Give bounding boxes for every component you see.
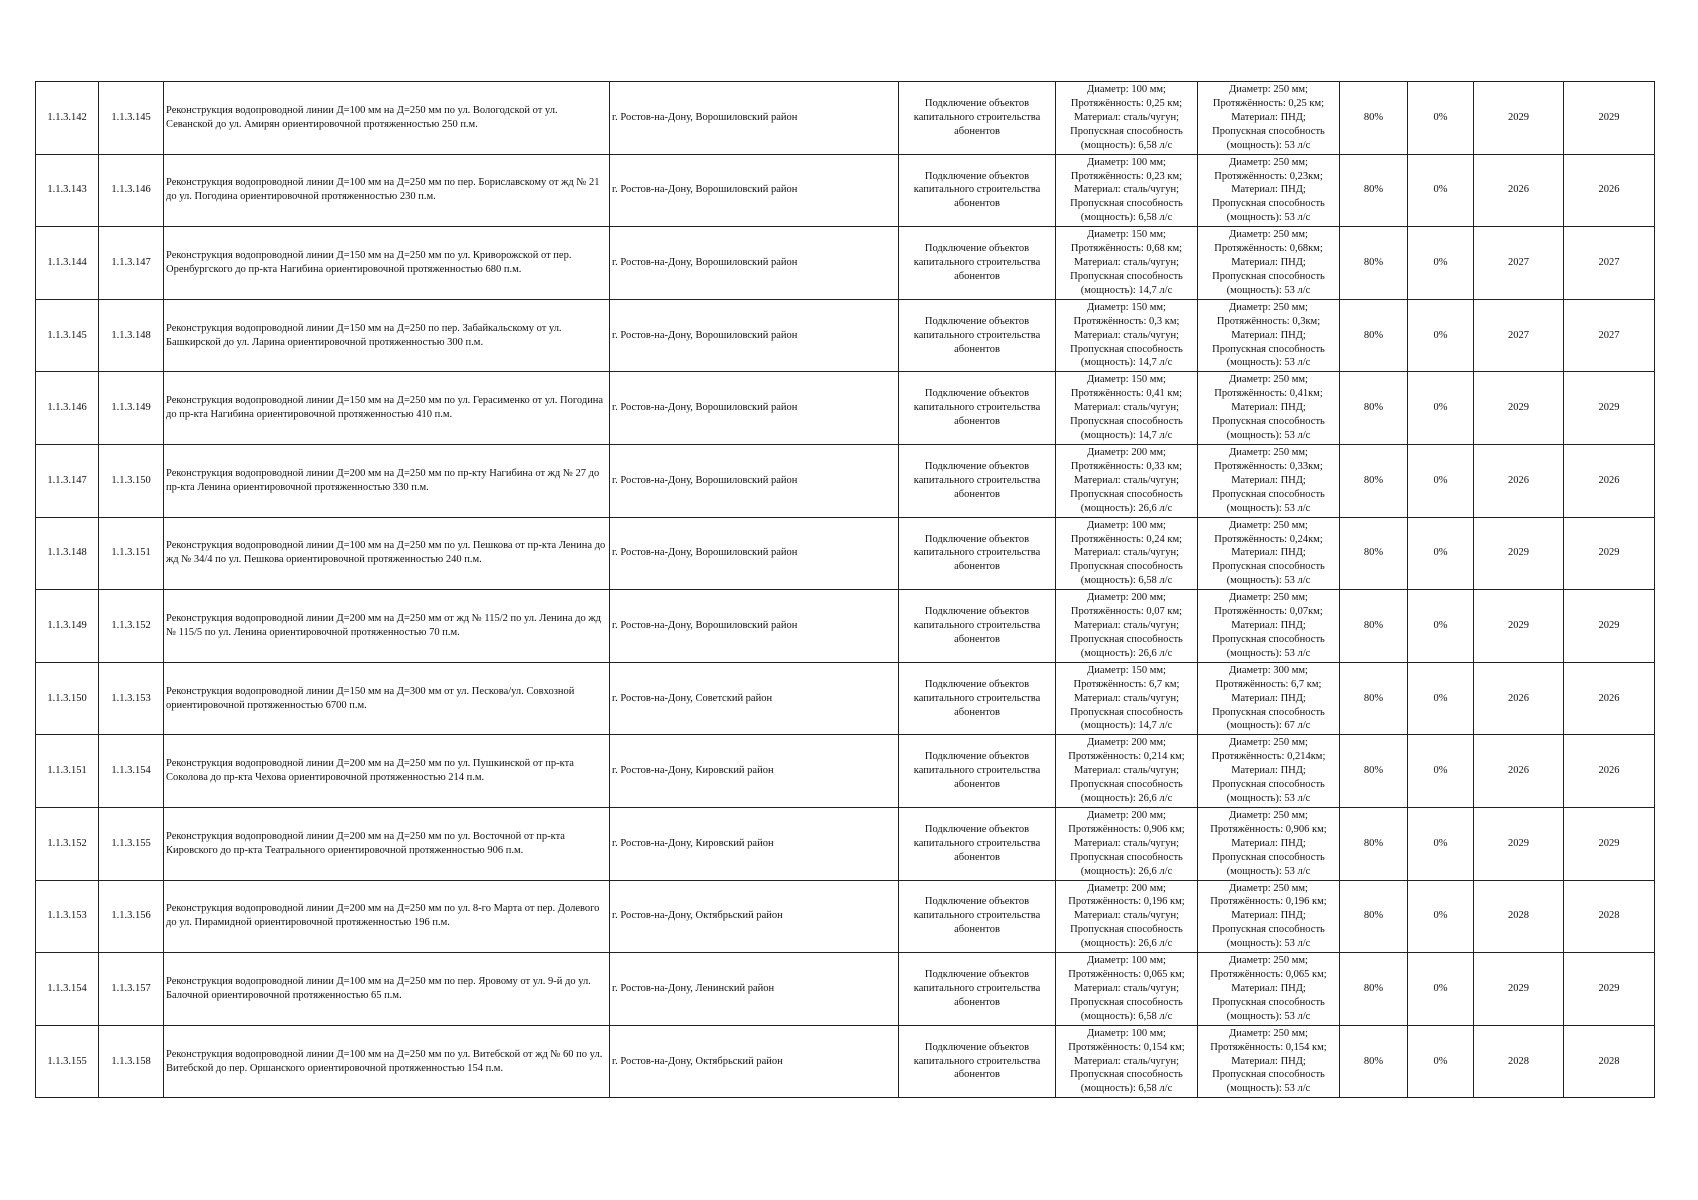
item-code-cell: 1.1.3.153 (99, 662, 164, 735)
year-start-cell: 2028 (1474, 880, 1564, 953)
project-purpose-cell: Подключение объектов капитального строительства абонентов (899, 807, 1056, 880)
spec-after-cell: Диаметр: 250 мм; Протяжённость: 0,41км; Материал: ПНД; Пропускная способность (мощность): 53 л/с (1198, 372, 1340, 445)
year-start-cell: 2029 (1474, 807, 1564, 880)
table-row (36, 735, 1655, 808)
project-description-cell: Реконструкция водопроводной линии Д=100 мм на Д=250 мм по пер. Яровому от ул. 9-й до ул. Балочной ориентировочной протяженностью 65 п.м. (164, 953, 610, 1026)
percent-progress-cell: 0% (1408, 807, 1474, 880)
project-location-cell: г. Ростов-на-Дону, Октябрьский район (610, 1025, 899, 1098)
project-description-cell: Реконструкция водопроводной линии Д=150 мм на Д=300 мм от ул. Пескова/ул. Совхозной ориентировочной протяженностью 6700 п.м. (164, 662, 610, 735)
table-row (36, 590, 1655, 663)
project-description-cell: Реконструкция водопроводной линии Д=200 мм на Д=250 мм по ул. 8-го Марта от пер. Долевого до ул. Пирамидной ориентировочной протяженностью 196 п.м. (164, 880, 610, 953)
spec-after-cell: Диаметр: 300 мм; Протяжённость: 6,7 км; Материал: ПНД; Пропускная способность (мощность): 67 л/с (1198, 662, 1340, 735)
spec-after-cell: Диаметр: 250 мм; Протяжённость: 0,33км; Материал: ПНД; Пропускная способность (мощность): 53 л/с (1198, 444, 1340, 517)
table-row (36, 227, 1655, 300)
percent-progress-cell: 0% (1408, 154, 1474, 227)
spec-after-cell: Диаметр: 250 мм; Протяжённость: 0,906 км; Материал: ПНД; Пропускная способность (мощность): 53 л/с (1198, 807, 1340, 880)
project-purpose-cell: Подключение объектов капитального строительства абонентов (899, 735, 1056, 808)
percent-wear-cell: 80% (1340, 154, 1408, 227)
table-row (36, 953, 1655, 1026)
percent-progress-cell: 0% (1408, 880, 1474, 953)
spec-after-cell: Диаметр: 250 мм; Протяжённость: 0,25 км; Материал: ПНД; Пропускная способность (мощность): 53 л/с (1198, 82, 1340, 155)
project-location-cell: г. Ростов-на-Дону, Ворошиловский район (610, 227, 899, 300)
project-location-cell: г. Ростов-на-Дону, Кировский район (610, 807, 899, 880)
table-row (36, 444, 1655, 517)
item-number-cell: 1.1.3.153 (36, 880, 99, 953)
project-description-cell: Реконструкция водопроводной линии Д=200 мм на Д=250 мм по ул. Восточной от пр-кта Кировского до пр-кта Театрального ориентировочной протяженностью 906 п.м. (164, 807, 610, 880)
year-start-cell: 2026 (1474, 444, 1564, 517)
year-end-cell: 2029 (1564, 517, 1655, 590)
project-location-cell: г. Ростов-на-Дону, Ворошиловский район (610, 372, 899, 445)
item-code-cell: 1.1.3.158 (99, 1025, 164, 1098)
table-row (36, 807, 1655, 880)
spec-before-cell: Диаметр: 150 мм; Протяжённость: 0,41 км; Материал: сталь/чугун; Пропускная способность (мощность): 14,7 л/с (1056, 372, 1198, 445)
percent-progress-cell: 0% (1408, 953, 1474, 1026)
percent-progress-cell: 0% (1408, 372, 1474, 445)
item-code-cell: 1.1.3.146 (99, 154, 164, 227)
item-code-cell: 1.1.3.155 (99, 807, 164, 880)
percent-wear-cell: 80% (1340, 807, 1408, 880)
spec-before-cell: Диаметр: 100 мм; Протяжённость: 0,154 км; Материал: сталь/чугун; Пропускная способность (мощность): 6,58 л/с (1056, 1025, 1198, 1098)
year-start-cell: 2029 (1474, 590, 1564, 663)
year-end-cell: 2029 (1564, 807, 1655, 880)
percent-progress-cell: 0% (1408, 517, 1474, 590)
percent-progress-cell: 0% (1408, 735, 1474, 808)
project-purpose-cell: Подключение объектов капитального строительства абонентов (899, 1025, 1056, 1098)
item-code-cell: 1.1.3.157 (99, 953, 164, 1026)
table-row (36, 82, 1655, 155)
percent-wear-cell: 80% (1340, 1025, 1408, 1098)
percent-progress-cell: 0% (1408, 299, 1474, 372)
percent-wear-cell: 80% (1340, 517, 1408, 590)
spec-before-cell: Диаметр: 150 мм; Протяжённость: 6,7 км; Материал: сталь/чугун; Пропускная способность (мощность): 14,7 л/с (1056, 662, 1198, 735)
table-row (36, 517, 1655, 590)
year-start-cell: 2026 (1474, 735, 1564, 808)
percent-wear-cell: 80% (1340, 590, 1408, 663)
item-number-cell: 1.1.3.150 (36, 662, 99, 735)
project-description-cell: Реконструкция водопроводной линии Д=150 мм на Д=250 мм по ул. Герасименко от ул. Погодина до пр-кта Нагибина ориентировочной протяженностью 410 п.м. (164, 372, 610, 445)
item-number-cell: 1.1.3.147 (36, 444, 99, 517)
project-purpose-cell: Подключение объектов капитального строительства абонентов (899, 880, 1056, 953)
year-end-cell: 2029 (1564, 82, 1655, 155)
year-end-cell: 2027 (1564, 227, 1655, 300)
project-location-cell: г. Ростов-на-Дону, Октябрьский район (610, 880, 899, 953)
item-code-cell: 1.1.3.148 (99, 299, 164, 372)
spec-after-cell: Диаметр: 250 мм; Протяжённость: 0,23км; Материал: ПНД; Пропускная способность (мощность): 53 л/с (1198, 154, 1340, 227)
project-description-cell: Реконструкция водопроводной линии Д=150 мм на Д=250 мм по ул. Криворожской от пер. Оренбургского до пр-кта Нагибина ориентировочной протяженностью 680 п.м. (164, 227, 610, 300)
project-location-cell: г. Ростов-на-Дону, Ворошиловский район (610, 590, 899, 663)
spec-after-cell: Диаметр: 250 мм; Протяжённость: 0,24км; Материал: ПНД; Пропускная способность (мощность): 53 л/с (1198, 517, 1340, 590)
project-purpose-cell: Подключение объектов капитального строительства абонентов (899, 517, 1056, 590)
item-number-cell: 1.1.3.145 (36, 299, 99, 372)
project-purpose-cell: Подключение объектов капитального строительства абонентов (899, 590, 1056, 663)
project-location-cell: г. Ростов-на-Дону, Ворошиловский район (610, 444, 899, 517)
year-end-cell: 2026 (1564, 662, 1655, 735)
percent-wear-cell: 80% (1340, 299, 1408, 372)
year-end-cell: 2026 (1564, 154, 1655, 227)
year-start-cell: 2029 (1474, 517, 1564, 590)
item-number-cell: 1.1.3.148 (36, 517, 99, 590)
project-purpose-cell: Подключение объектов капитального строительства абонентов (899, 154, 1056, 227)
percent-wear-cell: 80% (1340, 82, 1408, 155)
percent-wear-cell: 80% (1340, 372, 1408, 445)
item-code-cell: 1.1.3.154 (99, 735, 164, 808)
item-number-cell: 1.1.3.154 (36, 953, 99, 1026)
spec-after-cell: Диаметр: 250 мм; Протяжённость: 0,07км; Материал: ПНД; Пропускная способность (мощность): 53 л/с (1198, 590, 1340, 663)
year-start-cell: 2029 (1474, 82, 1564, 155)
percent-progress-cell: 0% (1408, 1025, 1474, 1098)
project-description-cell: Реконструкция водопроводной линии Д=200 мм на Д=250 мм по пр-кту Нагибина от жд № 27 до пр-кта Ленина ориентировочной протяженностью 330 п.м. (164, 444, 610, 517)
percent-progress-cell: 0% (1408, 82, 1474, 155)
item-code-cell: 1.1.3.149 (99, 372, 164, 445)
table-row (36, 299, 1655, 372)
spec-after-cell: Диаметр: 250 мм; Протяжённость: 0,154 км; Материал: ПНД; Пропускная способность (мощность): 53 л/с (1198, 1025, 1340, 1098)
item-code-cell: 1.1.3.152 (99, 590, 164, 663)
year-end-cell: 2026 (1564, 735, 1655, 808)
year-start-cell: 2026 (1474, 662, 1564, 735)
project-location-cell: г. Ростов-на-Дону, Ворошиловский район (610, 299, 899, 372)
year-start-cell: 2029 (1474, 953, 1564, 1026)
project-purpose-cell: Подключение объектов капитального строительства абонентов (899, 82, 1056, 155)
spec-after-cell: Диаметр: 250 мм; Протяжённость: 0,065 км; Материал: ПНД; Пропускная способность (мощность): 53 л/с (1198, 953, 1340, 1026)
item-number-cell: 1.1.3.142 (36, 82, 99, 155)
year-start-cell: 2029 (1474, 372, 1564, 445)
project-description-cell: Реконструкция водопроводной линии Д=200 мм на Д=250 мм от жд № 115/2 по ул. Ленина до жд № 115/5 по ул. Ленина ориентировочной протяженностью 70 п.м. (164, 590, 610, 663)
spec-after-cell: Диаметр: 250 мм; Протяжённость: 0,68км; Материал: ПНД; Пропускная способность (мощность): 53 л/с (1198, 227, 1340, 300)
projects-table (35, 81, 1655, 1098)
table-row (36, 1025, 1655, 1098)
project-location-cell: г. Ростов-на-Дону, Ленинский район (610, 953, 899, 1026)
percent-wear-cell: 80% (1340, 953, 1408, 1026)
project-location-cell: г. Ростов-на-Дону, Ворошиловский район (610, 82, 899, 155)
project-location-cell: г. Ростов-на-Дону, Ворошиловский район (610, 154, 899, 227)
year-end-cell: 2028 (1564, 1025, 1655, 1098)
item-number-cell: 1.1.3.146 (36, 372, 99, 445)
year-start-cell: 2027 (1474, 299, 1564, 372)
year-end-cell: 2029 (1564, 953, 1655, 1026)
project-description-cell: Реконструкция водопроводной линии Д=100 мм на Д=250 мм по пер. Бориславскому от жд № 21 до ул. Погодина ориентировочной протяженностью 230 п.м. (164, 154, 610, 227)
percent-wear-cell: 80% (1340, 662, 1408, 735)
spec-before-cell: Диаметр: 150 мм; Протяжённость: 0,3 км; Материал: сталь/чугун; Пропускная способность (мощность): 14,7 л/с (1056, 299, 1198, 372)
spec-after-cell: Диаметр: 250 мм; Протяжённость: 0,196 км; Материал: ПНД; Пропускная способность (мощность): 53 л/с (1198, 880, 1340, 953)
percent-progress-cell: 0% (1408, 227, 1474, 300)
year-start-cell: 2026 (1474, 154, 1564, 227)
item-code-cell: 1.1.3.147 (99, 227, 164, 300)
spec-before-cell: Диаметр: 200 мм; Протяжённость: 0,33 км; Материал: сталь/чугун; Пропускная способность (мощность): 26,6 л/с (1056, 444, 1198, 517)
table-row (36, 662, 1655, 735)
table-body (36, 82, 1655, 1098)
spec-before-cell: Диаметр: 200 мм; Протяжённость: 0,196 км; Материал: сталь/чугун; Пропускная способность (мощность): 26,6 л/с (1056, 880, 1198, 953)
item-code-cell: 1.1.3.151 (99, 517, 164, 590)
table-row (36, 880, 1655, 953)
item-number-cell: 1.1.3.143 (36, 154, 99, 227)
year-end-cell: 2029 (1564, 590, 1655, 663)
item-code-cell: 1.1.3.156 (99, 880, 164, 953)
project-description-cell: Реконструкция водопроводной линии Д=100 мм на Д=250 мм по ул. Вологодской от ул. Севанской до ул. Амирян ориентировочной протяженностью 250 п.м. (164, 82, 610, 155)
spec-after-cell: Диаметр: 250 мм; Протяжённость: 0,214км; Материал: ПНД; Пропускная способность (мощность): 53 л/с (1198, 735, 1340, 808)
project-purpose-cell: Подключение объектов капитального строительства абонентов (899, 227, 1056, 300)
year-start-cell: 2028 (1474, 1025, 1564, 1098)
project-description-cell: Реконструкция водопроводной линии Д=100 мм на Д=250 мм по ул. Пешкова от пр-кта Ленина до жд № 34/4 по ул. Пешкова ориентировочной протяженностью 240 п.м. (164, 517, 610, 590)
item-code-cell: 1.1.3.145 (99, 82, 164, 155)
percent-wear-cell: 80% (1340, 735, 1408, 808)
table-row (36, 154, 1655, 227)
spec-before-cell: Диаметр: 100 мм; Протяжённость: 0,065 км; Материал: сталь/чугун; Пропускная способность (мощность): 6,58 л/с (1056, 953, 1198, 1026)
project-purpose-cell: Подключение объектов капитального строительства абонентов (899, 662, 1056, 735)
project-description-cell: Реконструкция водопроводной линии Д=100 мм на Д=250 мм по ул. Витебской от жд № 60 по ул. Витебской до пер. Оршанского ориентировочной протяженностью 154 п.м. (164, 1025, 610, 1098)
percent-progress-cell: 0% (1408, 444, 1474, 517)
project-purpose-cell: Подключение объектов капитального строительства абонентов (899, 953, 1056, 1026)
spec-before-cell: Диаметр: 100 мм; Протяжённость: 0,23 км; Материал: сталь/чугун; Пропускная способность (мощность): 6,58 л/с (1056, 154, 1198, 227)
percent-wear-cell: 80% (1340, 880, 1408, 953)
project-purpose-cell: Подключение объектов капитального строительства абонентов (899, 299, 1056, 372)
project-purpose-cell: Подключение объектов капитального строительства абонентов (899, 444, 1056, 517)
year-end-cell: 2026 (1564, 444, 1655, 517)
spec-after-cell: Диаметр: 250 мм; Протяжённость: 0,3км; Материал: ПНД; Пропускная способность (мощность): 53 л/с (1198, 299, 1340, 372)
year-start-cell: 2027 (1474, 227, 1564, 300)
item-code-cell: 1.1.3.150 (99, 444, 164, 517)
project-description-cell: Реконструкция водопроводной линии Д=200 мм на Д=250 мм по ул. Пушкинской от пр-кта Соколова до пр-кта Чехова ориентировочной протяженностью 214 п.м. (164, 735, 610, 808)
percent-wear-cell: 80% (1340, 227, 1408, 300)
item-number-cell: 1.1.3.144 (36, 227, 99, 300)
percent-progress-cell: 0% (1408, 590, 1474, 663)
percent-wear-cell: 80% (1340, 444, 1408, 517)
project-location-cell: г. Ростов-на-Дону, Кировский район (610, 735, 899, 808)
project-location-cell: г. Ростов-на-Дону, Советский район (610, 662, 899, 735)
spec-before-cell: Диаметр: 100 мм; Протяжённость: 0,25 км; Материал: сталь/чугун; Пропускная способность (мощность): 6,58 л/с (1056, 82, 1198, 155)
item-number-cell: 1.1.3.152 (36, 807, 99, 880)
year-end-cell: 2027 (1564, 299, 1655, 372)
spec-before-cell: Диаметр: 200 мм; Протяжённость: 0,906 км; Материал: сталь/чугун; Пропускная способность (мощность): 26,6 л/с (1056, 807, 1198, 880)
year-end-cell: 2029 (1564, 372, 1655, 445)
year-end-cell: 2028 (1564, 880, 1655, 953)
item-number-cell: 1.1.3.155 (36, 1025, 99, 1098)
spec-before-cell: Диаметр: 200 мм; Протяжённость: 0,07 км; Материал: сталь/чугун; Пропускная способность (мощность): 26,6 л/с (1056, 590, 1198, 663)
item-number-cell: 1.1.3.149 (36, 590, 99, 663)
project-location-cell: г. Ростов-на-Дону, Ворошиловский район (610, 517, 899, 590)
project-purpose-cell: Подключение объектов капитального строительства абонентов (899, 372, 1056, 445)
spec-before-cell: Диаметр: 200 мм; Протяжённость: 0,214 км; Материал: сталь/чугун; Пропускная способность (мощность): 26,6 л/с (1056, 735, 1198, 808)
item-number-cell: 1.1.3.151 (36, 735, 99, 808)
project-description-cell: Реконструкция водопроводной линии Д=150 мм на Д=250 по пер. Забайкальскому от ул. Башкирской до ул. Ларина ориентировочной протяженностью 300 п.м. (164, 299, 610, 372)
table-row (36, 372, 1655, 445)
spec-before-cell: Диаметр: 100 мм; Протяжённость: 0,24 км; Материал: сталь/чугун; Пропускная способность (мощность): 6,58 л/с (1056, 517, 1198, 590)
spec-before-cell: Диаметр: 150 мм; Протяжённость: 0,68 км; Материал: сталь/чугун; Пропускная способность (мощность): 14,7 л/с (1056, 227, 1198, 300)
percent-progress-cell: 0% (1408, 662, 1474, 735)
